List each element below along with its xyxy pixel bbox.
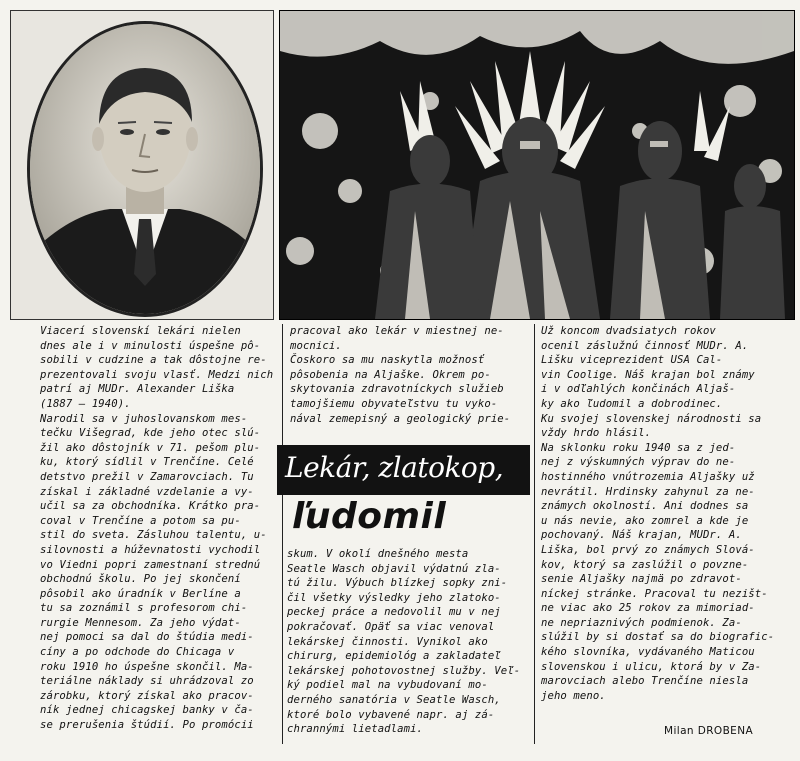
text-line: pochovaný. Náš krajan, MUDr. A. (541, 529, 742, 542)
text-line: žil ako dôstojník v 71. pešom plu- (40, 441, 261, 454)
text-line: chrannými lietadlami. (287, 723, 424, 736)
text-line: vo Viedni popri zamestnaní strednú (40, 558, 261, 571)
text-line: ky ako ľudomil a dobrodinec. (541, 397, 723, 410)
text-line: lekárskej činnosti. Vynikol ako (287, 635, 488, 648)
text-line: coval v Trenčíne a potom sa pu- (40, 514, 241, 527)
text-line: prezentovali svoju vlasť. Medzi nich (40, 368, 274, 381)
text-line: tu sa zoznámil s profesorom chi- (40, 602, 248, 615)
text-line: rurgie Mennesom. Za jeho výdat- (40, 616, 241, 629)
text-line: nevrátil. Hrdinsky zahynul za ne- (541, 485, 755, 498)
text-line: pracoval ako lekár v miestnej ne- (290, 325, 504, 337)
text-line: se prerušenia štúdií. Po promócii (40, 719, 254, 732)
portrait-photo (10, 10, 274, 320)
text-line: stil do sveta. Zásluhou talentu, u- (40, 529, 267, 542)
text-line: slúžil by si dostať sa do biografic- (541, 631, 775, 644)
portrait-oval (27, 21, 263, 317)
text-line: pôsobil ako úradník v Berlíne a (40, 587, 241, 600)
native-chiefs-image (280, 11, 794, 319)
text-line: vždy hrdo hlásil. (541, 427, 652, 440)
text-line: u nás nevie, ako zomrel a kde je (541, 514, 749, 527)
man-portrait-image (30, 24, 260, 314)
text-line: mocnici. (290, 339, 342, 352)
article-column-1 (40, 324, 280, 733)
article-column-2-top (290, 324, 530, 426)
author-byline: Milan DROBENA (664, 725, 754, 737)
headline-line-2: ľudomil (292, 496, 447, 537)
text-line: senie Aljašky najmä po zdravot- (541, 573, 742, 586)
text-line: dnes ale i v minulosti úspešne pô- (40, 339, 261, 352)
text-line: marovciach alebo Trenčíne niesla (541, 675, 749, 688)
text-line: detstvo prežil v Zamarovciach. Tu (40, 470, 254, 483)
text-line: Narodil sa v juhoslovanskom mes- (40, 412, 248, 425)
text-line: obchodnú školu. Po jej skončení (40, 573, 241, 586)
text-line: Na sklonku roku 1940 sa z jed- (541, 441, 736, 454)
headline-banner (277, 445, 530, 495)
text-line: kého slovníka, vydávaného Maticou (541, 646, 755, 659)
text-line: chirurg, epidemiológ a zakladateľ (287, 650, 501, 663)
text-line: ku, ktorý sídlil v Trenčíne. Celé (40, 456, 254, 469)
text-line: ký podiel mal na vybudovaní mo- (287, 679, 488, 692)
text-line: skum. V okolí dnešného mesta (287, 548, 469, 560)
text-line: učil sa za obchodníka. Krátko pra- (40, 500, 261, 513)
text-line: vin Coolige. Náš krajan bol známy (541, 368, 755, 381)
text-line: Už koncom dvadsiatych rokov (541, 325, 716, 337)
text-line: (1887 — 1940). (40, 397, 131, 410)
text-line: ník jednej chicagskej banky v ča- (40, 704, 254, 717)
text-line: nej z výskumných výprav do ne- (541, 456, 736, 469)
text-line: Lišku viceprezident USA Cal- (541, 354, 723, 367)
text-line: ne viac ako 25 rokov za mimoriad- (541, 602, 755, 615)
text-line: nával zemepisný a geologický prie- (290, 412, 511, 425)
text-line: peckej práce a nedovolil mu v nej (287, 606, 501, 619)
text-line: slovenskou i ulicu, ktorá by v Za- (541, 660, 762, 673)
text-line: čil všetky výsledky jeho zlatoko- (287, 591, 501, 604)
article-column-3 (541, 324, 791, 703)
text-line: ne nepriaznivých podmienok. Za- (541, 616, 742, 629)
column-divider (282, 324, 283, 744)
text-line: Čoskoro sa mu naskytla možnosť (290, 354, 485, 367)
text-line: lekárskej pohotovostnej služby. Veľ- (287, 664, 521, 677)
text-line: zárobku, ktorý získal ako pracov- (40, 689, 254, 702)
text-line: skytovania zdravotníckych služieb (290, 383, 504, 396)
text-line: kov, ktorý sa zaslúžil o povzne- (541, 558, 749, 571)
text-line: hostinného vnútrozemia Aljašky už (541, 470, 755, 483)
article-column-2-bottom (287, 547, 532, 737)
text-line: Seatle Wasch objavil výdatnú zla- (287, 562, 501, 575)
text-line: Liška, bol prvý zo známych Slová- (541, 543, 755, 556)
text-line: tamojšiemu obyvateľstvu tu vyko- (290, 397, 498, 410)
text-line: i v odľahlých končinách Aljaš- (541, 383, 736, 396)
illustration-painting (279, 10, 795, 320)
text-line: pokračovať. Opäť sa viac venoval (287, 620, 495, 633)
text-line: tečku Višegrad, kde jeho otec slú- (40, 427, 261, 440)
text-line: silovnosti a húževnatosti vychodil (40, 543, 261, 556)
headline-line-1: Lekár, zlatokop, (285, 451, 504, 484)
text-line: známych okolností. Ani dodnes sa (541, 500, 749, 513)
text-line: roku 1910 ho úspešne skončil. Ma- (40, 660, 254, 673)
text-line: jeho meno. (541, 689, 606, 702)
text-line: ktoré bolo vybavené napr. aj zá- (287, 708, 495, 721)
column-divider (534, 324, 535, 744)
text-line: derného sanatória v Seatle Wasch, (287, 693, 501, 706)
text-line: získal i základné vzdelanie a vy- (40, 485, 254, 498)
text-line: pôsobenia na Aljaške. Okrem po- (290, 368, 491, 381)
text-line: teriálne náklady si uhrádzoval zo (40, 675, 254, 688)
text-line: níckej stránke. Pracoval tu nezišt- (541, 587, 768, 600)
text-line: nej pomoci sa dal do štúdia medi- (40, 631, 254, 644)
text-line: tú žilu. Výbuch blízkej sopky zni- (287, 577, 508, 590)
text-line: Ku svojej slovenskej národnosti sa (541, 412, 762, 425)
text-line: ocenil záslužnú činnosť MUDr. A. (541, 339, 749, 352)
text-line: Viacerí slovenskí lekári nielen (40, 325, 241, 337)
text-line: sobili v cudzine a tak dôstojne re- (40, 354, 267, 367)
text-line: patrí aj MUDr. Alexander Liška (40, 383, 235, 396)
text-line: cíny a po odchode do Chicaga v (40, 646, 235, 659)
